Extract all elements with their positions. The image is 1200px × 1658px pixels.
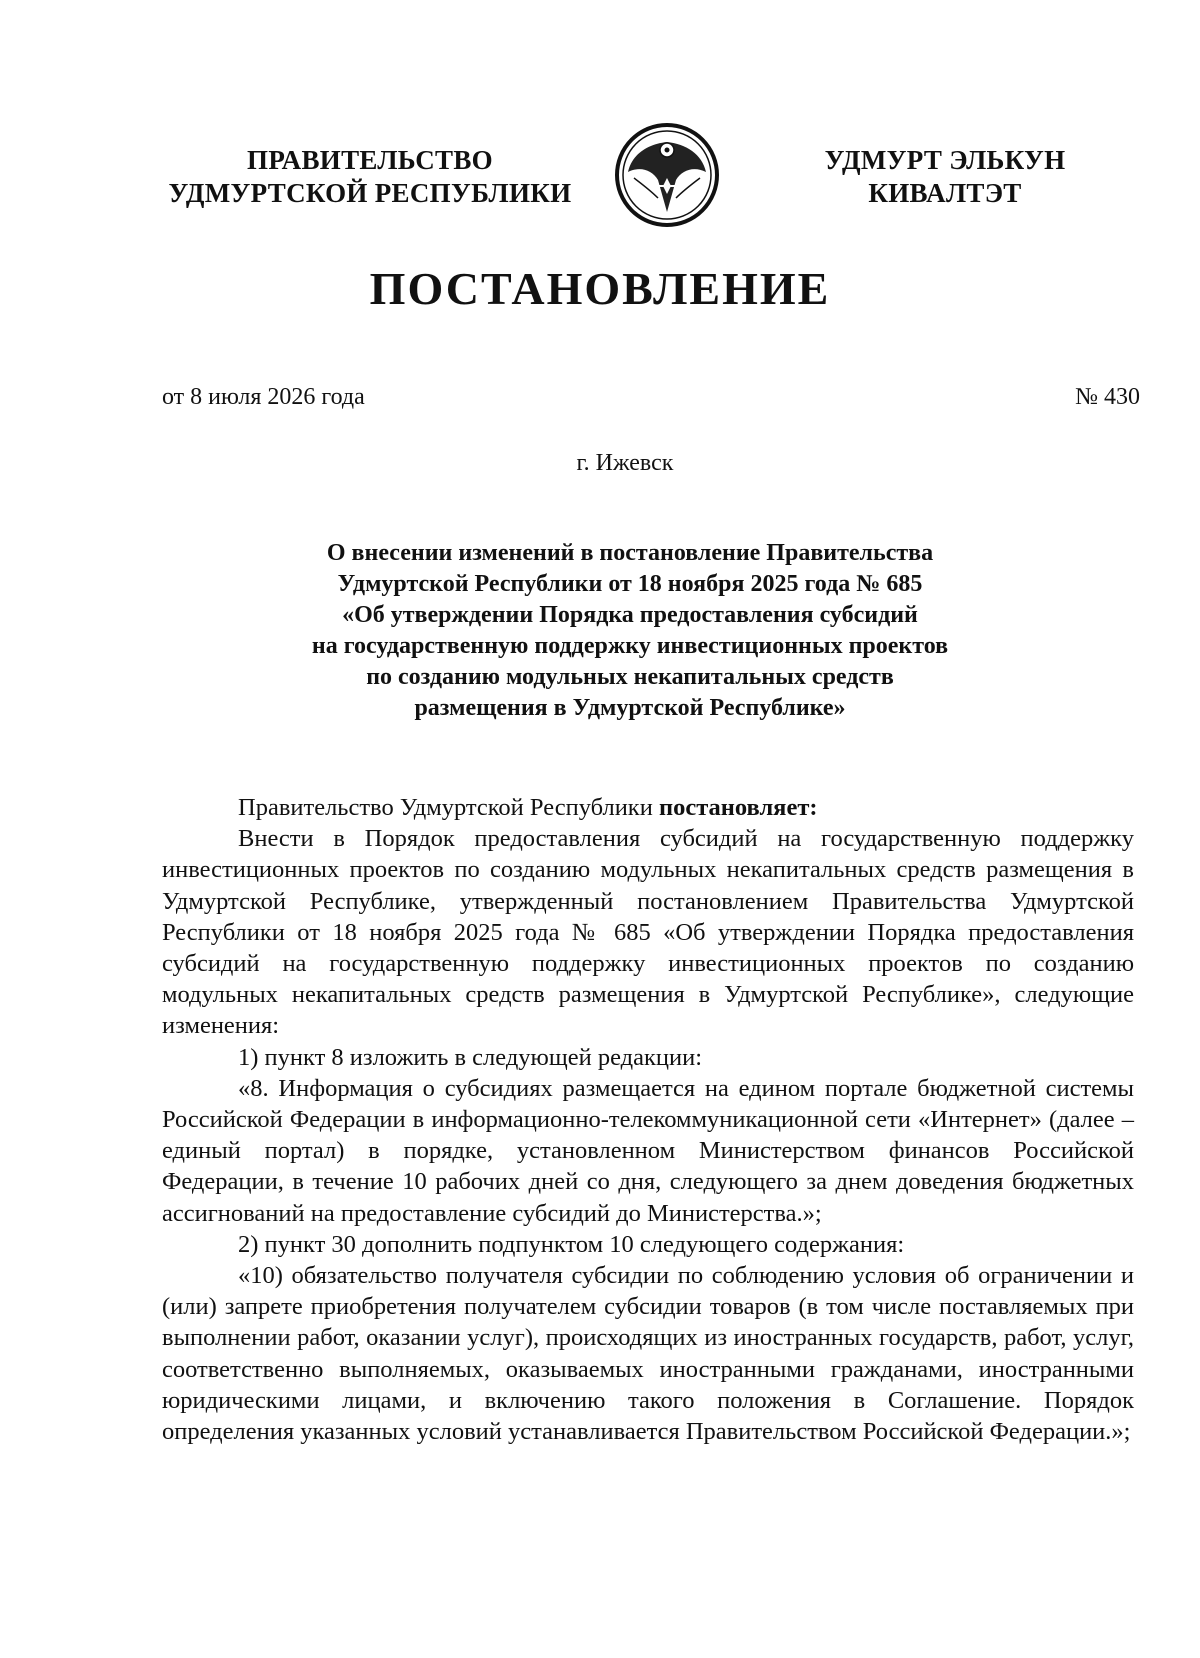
document-title [200,538,1060,724]
title-line: «Об утверждении Порядка предоставления субсидий [342,602,918,628]
org-udm-line-2: КИВАЛТЭТ [868,178,1022,208]
title-line: Удмуртской Республики от 18 ноября 2025 года № 685 [337,571,923,597]
organization-name-udmurt [780,144,1110,210]
title-line: размещения в Удмуртской Республике» [414,695,846,721]
document-city: г. Ижевск [576,450,674,476]
title-line: по созданию модульных некапитальных средств [366,664,894,690]
org-udm-line-1: УДМУРТ ЭЛЬКУН [824,145,1066,175]
body-paragraph: Внести в Порядок предоставления субсидий на государственную поддержку инвестиционных проектов по созданию модульных некапитальных средств размещения в Удмуртской Республике, утвержденный постановлением Правительства Удмуртской Республики от 18 ноября 2025 года № 685 «Об утверждении Порядка предоставления субсидий на государственную поддержку инвестиционных проектов по созданию модульных некапитальных средств размещения в Удмуртской Республике», следующие изменения: [162,825,1134,1040]
title-line: О внесении изменений в постановление Правительства [326,540,934,566]
udmurtia-coat-of-arms-icon [612,120,722,230]
title-line: на государственную поддержку инвестиционных проектов [311,633,949,659]
document-header [0,138,1200,238]
org-ru-line-1: ПРАВИТЕЛЬСТВО [247,145,493,175]
body-paragraph: 1) пункт 8 изложить в следующей редакции: [238,1043,703,1071]
intro-text: Правительство Удмуртской Республики [238,794,659,821]
org-ru-line-2: УДМУРТСКОЙ РЕСПУБЛИКИ [168,178,572,208]
body-paragraph: «10) обязательство получателя субсидии по соблюдению условия об ограничении и (или) запрете приобретения получателем субсидии товаров (в том числе поставляемых при выполнении работ, оказании услуг), происходящих из иностранных государств, работ, услуг, соответственно выполняемых, оказываемых иностранными гражданами, иностранными юридическими лицами, и включению такого положения в Соглашение. Порядок определения указанных условий устанавливается Правительством Российской Федерации.»; [162,1262,1134,1446]
document-body [162,792,1134,1447]
body-paragraph: 2) пункт 30 дополнить подпунктом 10 следующего содержания: [238,1230,905,1258]
document-number: № 430 [1075,384,1140,410]
organization-name-russian [150,144,590,210]
intro-paragraph [162,792,1134,823]
body-paragraph: «8. Информация о субсидиях размещается на едином портале бюджетной системы Российской Федерации в информационно-телекоммуникационной сети «Интернет» (далее – единый портал) в порядке, установленном Министерством финансов Российской Федерации, в течение 10 рабочих дней со дня, следующего за днем доведения бюджетных ассигнований на предоставление субсидий до Министерства.»; [162,1074,1134,1227]
intro-decision-word: постановляет: [658,794,818,821]
document-type-heading: ПОСТАНОВЛЕНИЕ [369,263,831,314]
document-date: от 8 июля 2026 года [162,384,365,410]
